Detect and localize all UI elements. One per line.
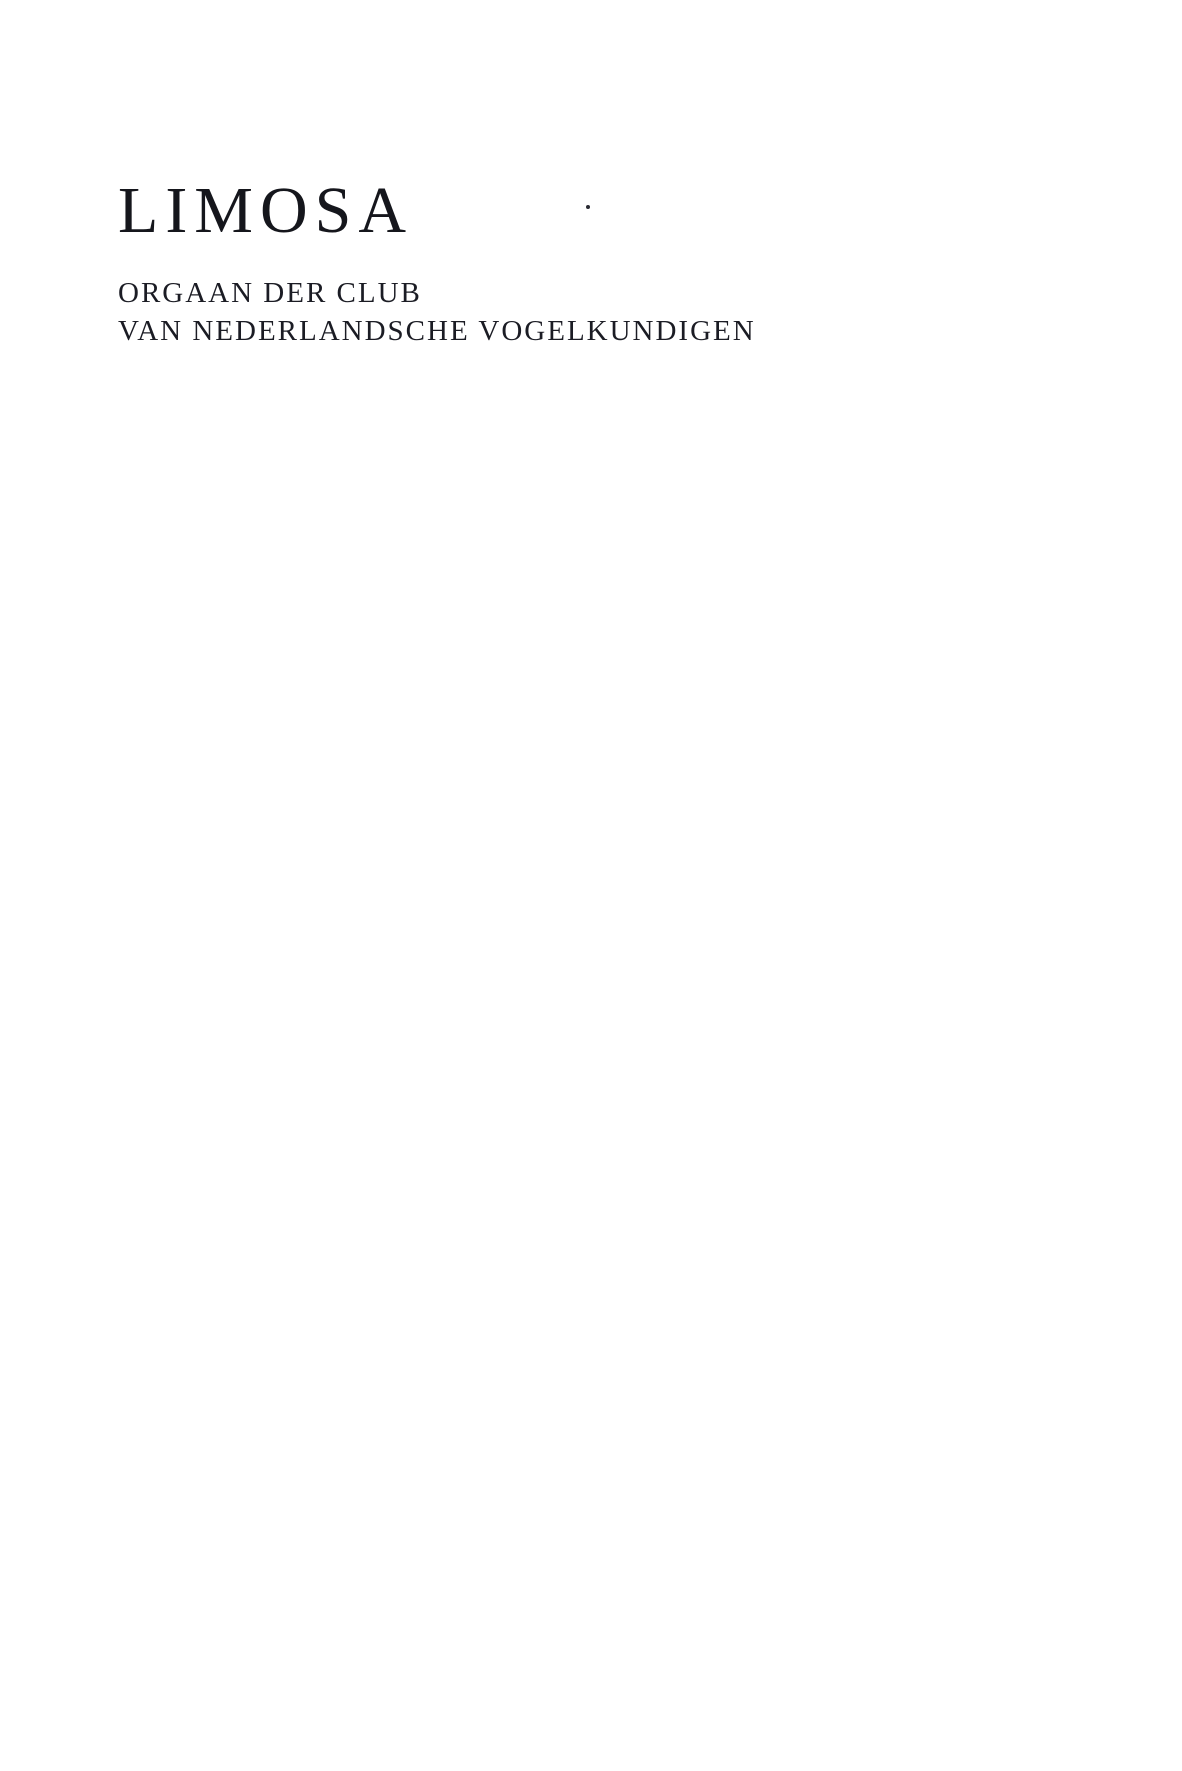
masthead-subtitle (118, 274, 978, 351)
page-title: LIMOSA (118, 174, 414, 247)
masthead (118, 174, 978, 351)
subtitle-line-2: VAN NEDERLANDSCHE VOGELKUNDIGEN (118, 315, 756, 348)
ink-speck-mark (586, 205, 590, 209)
subtitle-line-1: ORGAAN DER CLUB (118, 277, 422, 309)
